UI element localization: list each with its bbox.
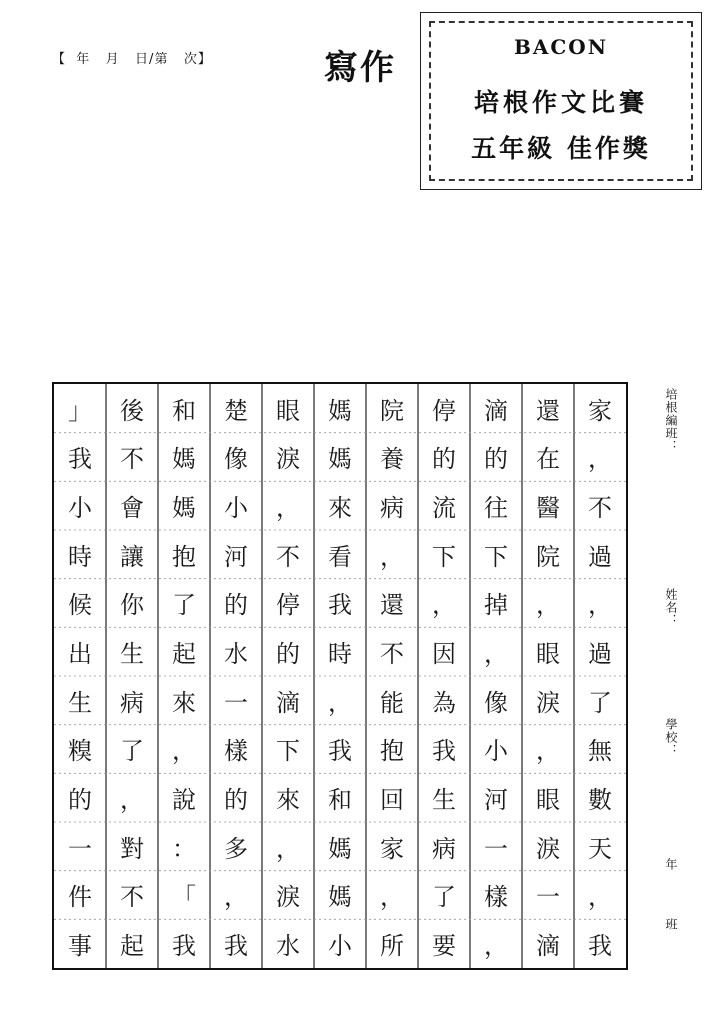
- essay-char: 滴: [484, 396, 508, 425]
- essay-char: ：: [172, 834, 196, 863]
- essay-char: 能: [380, 688, 404, 717]
- essay-char: ，: [536, 737, 560, 766]
- essay-char: 我: [432, 737, 456, 766]
- essay-char: 不: [120, 445, 144, 474]
- essay-char: 病: [432, 834, 456, 863]
- essay-char: 和: [328, 786, 352, 815]
- essay-char: ，: [484, 640, 508, 669]
- essay-char: ，: [276, 834, 300, 863]
- essay-char: 的: [484, 445, 508, 474]
- essay-char: 醫: [536, 494, 560, 523]
- essay-char: 家: [380, 834, 404, 863]
- essay-char: 病: [380, 494, 404, 523]
- essay-char: 時: [68, 542, 92, 571]
- essay-char: 家: [588, 396, 612, 425]
- essay-char: 淚: [536, 834, 560, 863]
- essay-char: 讓: [120, 542, 144, 571]
- essay-char: 眼: [536, 640, 560, 669]
- essay-char: 不: [380, 640, 404, 669]
- essay-char: 小: [224, 494, 248, 523]
- essay-char: 我: [224, 932, 248, 961]
- class-unit-label: 班: [664, 918, 678, 931]
- essay-char: ，: [380, 542, 404, 571]
- essay-char: 媽: [328, 834, 352, 863]
- essay-char: 說: [172, 786, 196, 815]
- essay-char: 抱: [172, 542, 196, 571]
- essay-char: 一: [224, 688, 248, 717]
- essay-char: 的: [432, 445, 456, 474]
- essay-char: 件: [68, 883, 92, 912]
- essay-char: 天: [588, 834, 612, 863]
- essay-char: 的: [68, 786, 92, 815]
- essay-char: 出: [68, 640, 92, 669]
- essay-char: ，: [120, 786, 144, 815]
- essay-char: 像: [224, 445, 248, 474]
- essay-char: 來: [328, 494, 352, 523]
- essay-char: ，: [588, 591, 612, 620]
- essay-char: 不: [588, 494, 612, 523]
- essay-char: 所: [380, 932, 404, 961]
- year-label: 年: [664, 858, 678, 871]
- essay-char: 起: [172, 640, 196, 669]
- essay-char: 我: [328, 737, 352, 766]
- essay-char: 的: [276, 640, 300, 669]
- essay-char: 生: [432, 786, 456, 815]
- essay-char: 了: [120, 737, 144, 766]
- essay-char: 後: [120, 396, 144, 425]
- school-label: 學校：: [664, 718, 678, 757]
- essay-char: 水: [224, 640, 248, 669]
- essay-char: 滴: [276, 688, 300, 717]
- essay-char: ，: [536, 591, 560, 620]
- essay-char: 」: [68, 396, 92, 425]
- essay-char: 眼: [536, 786, 560, 815]
- essay-char: 糗: [68, 737, 92, 766]
- class-label: 培根編班：: [664, 388, 678, 453]
- essay-char: 和: [172, 396, 196, 425]
- essay-char: 的: [224, 786, 248, 815]
- essay-char: 往: [484, 494, 508, 523]
- essay-char: ，: [484, 932, 508, 961]
- essay-char: 不: [120, 883, 144, 912]
- essay-char: 時: [328, 640, 352, 669]
- essay-char: 對: [120, 834, 144, 863]
- essay-char: 了: [588, 688, 612, 717]
- manuscript-grid: [52, 382, 628, 970]
- essay-char: 掉: [484, 591, 508, 620]
- essay-char: 多: [224, 834, 248, 863]
- essay-char: 「: [172, 883, 196, 912]
- essay-char: 河: [484, 786, 508, 815]
- essay-char: 媽: [328, 445, 352, 474]
- essay-char: 小: [484, 737, 508, 766]
- essay-char: 停: [276, 591, 300, 620]
- essay-char: 淚: [276, 883, 300, 912]
- essay-char: 還: [536, 396, 560, 425]
- essay-char: 了: [432, 883, 456, 912]
- essay-char: ，: [224, 883, 248, 912]
- essay-char: 樣: [224, 737, 248, 766]
- essay-char: ，: [588, 883, 612, 912]
- essay-char: 數: [588, 786, 612, 815]
- essay-char: 過: [588, 542, 612, 571]
- stamp-award-text: 五年級 佳作獎: [471, 134, 651, 163]
- essay-char: ，: [276, 494, 300, 523]
- essay-char: 的: [224, 591, 248, 620]
- essay-char: 生: [120, 640, 144, 669]
- essay-char: 流: [432, 494, 456, 523]
- stamp-brand: BACON: [513, 35, 609, 59]
- essay-char: 你: [120, 591, 144, 620]
- essay-char: 停: [432, 396, 456, 425]
- essay-char: 一: [536, 883, 560, 912]
- essay-char: 不: [276, 542, 300, 571]
- essay-char: 了: [172, 591, 196, 620]
- essay-char: 要: [432, 932, 456, 961]
- essay-char: 媽: [328, 883, 352, 912]
- essay-char: 下: [276, 737, 300, 766]
- essay-char: 在: [536, 445, 560, 474]
- essay-char: ，: [328, 688, 352, 717]
- essay-char: 媽: [328, 396, 352, 425]
- essay-char: 事: [68, 932, 92, 961]
- essay-char: 會: [120, 494, 144, 523]
- essay-char: 像: [484, 688, 508, 717]
- essay-char: 一: [68, 834, 92, 863]
- essay-char: 淚: [276, 445, 300, 474]
- essay-char: 下: [432, 542, 456, 571]
- essay-char: 病: [120, 688, 144, 717]
- essay-char: 小: [328, 932, 352, 961]
- essay-char: 我: [328, 591, 352, 620]
- essay-char: 來: [276, 786, 300, 815]
- essay-char: 看: [328, 542, 352, 571]
- essay-char: 河: [224, 542, 248, 571]
- essay-char: 候: [68, 591, 92, 620]
- essay-char: 來: [172, 688, 196, 717]
- essay-char: ，: [432, 591, 456, 620]
- award-stamp: [420, 12, 702, 190]
- essay-char: ，: [380, 883, 404, 912]
- stamp-event-name: 培根作文比賽: [473, 88, 648, 117]
- essay-char: 楚: [224, 396, 248, 425]
- essay-title-fragment: 寫作: [324, 48, 396, 88]
- essay-char: 淚: [536, 688, 560, 717]
- essay-char: 無: [588, 737, 612, 766]
- essay-char: 過: [588, 640, 612, 669]
- essay-char: 因: [432, 640, 456, 669]
- essay-char: 院: [380, 396, 404, 425]
- essay-char: 媽: [172, 494, 196, 523]
- essay-char: 下: [484, 542, 508, 571]
- essay-char: 還: [380, 591, 404, 620]
- essay-char: 我: [172, 932, 196, 961]
- essay-char: ，: [172, 737, 196, 766]
- essay-char: 媽: [172, 445, 196, 474]
- essay-char: ，: [588, 445, 612, 474]
- name-label: 姓名：: [664, 588, 678, 627]
- date-session-line: 【 年 月 日/第 次】: [52, 52, 212, 67]
- essay-char: 為: [432, 688, 456, 717]
- essay-char: 一: [484, 834, 508, 863]
- essay-char: 生: [68, 688, 92, 717]
- essay-char: 滴: [536, 932, 560, 961]
- essay-char: 我: [68, 445, 92, 474]
- essay-char: 小: [68, 494, 92, 523]
- essay-char: 起: [120, 932, 144, 961]
- essay-char: 回: [380, 786, 404, 815]
- essay-char: 養: [380, 445, 404, 474]
- essay-char: 抱: [380, 737, 404, 766]
- essay-char: 眼: [276, 396, 300, 425]
- essay-char: 我: [588, 932, 612, 961]
- essay-char: 院: [536, 542, 560, 571]
- essay-char: 樣: [484, 883, 508, 912]
- essay-char: 水: [276, 932, 300, 961]
